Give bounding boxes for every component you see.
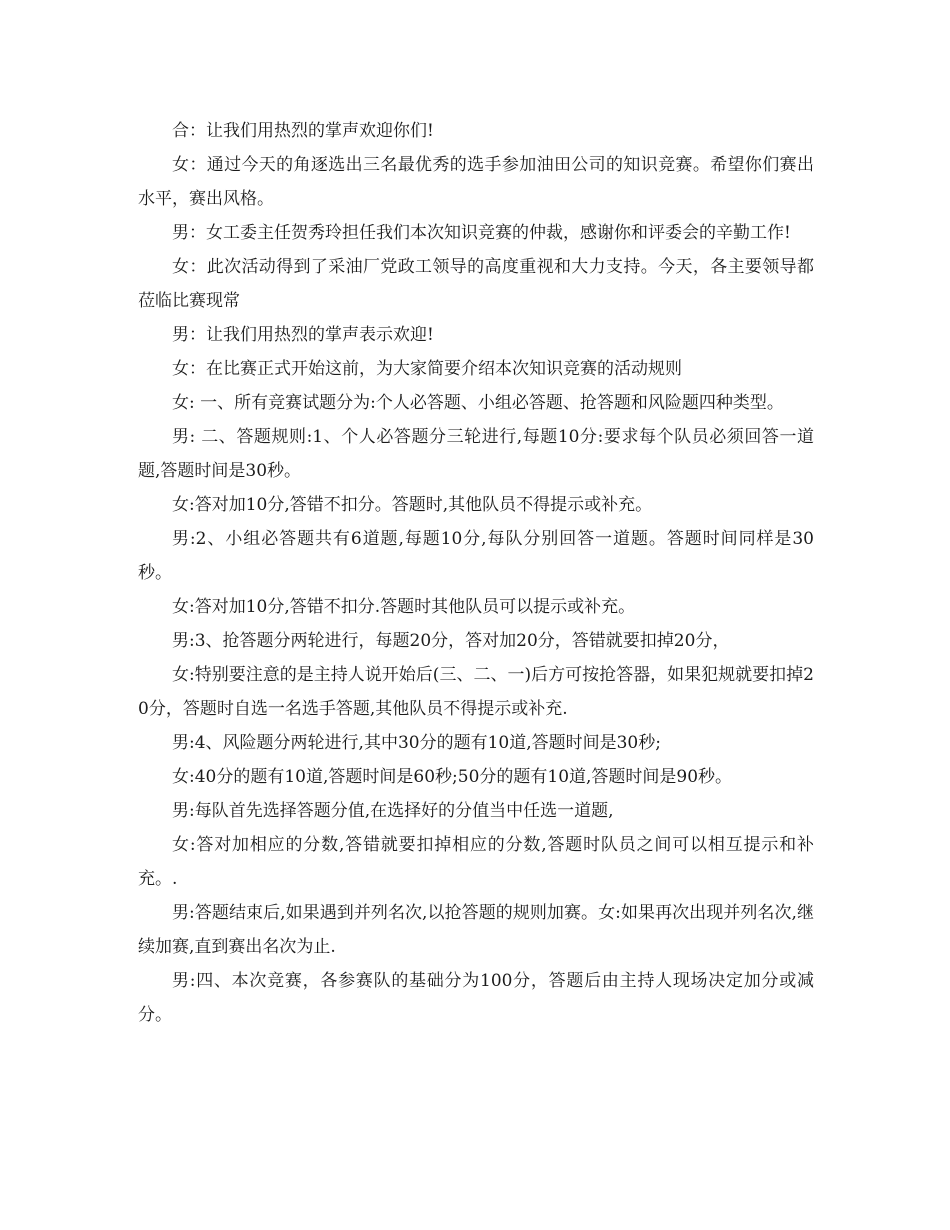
document-body [138,114,814,1032]
paragraph: 男:每队首先选择答题分值,在选择好的分值当中任选一道题, [172,801,614,821]
paragraph: 男:2、小组必答题共有6道题,每题10分,每队分别回答一道题。答题时间同样是30秒。 [138,529,814,583]
paragraph: 女：此次活动得到了采油厂党政工领导的高度重视和大力支持。今天，各主要领导都莅临比赛现常 [138,257,814,311]
paragraph: 男:四、本次竞赛，各参赛队的基础分为100分，答题后由主持人现场决定加分或减分。 [138,971,814,1025]
paragraph: 女:答对加相应的分数,答错就要扣掉相应的分数,答题时队员之间可以相互提示和补充。. [138,835,814,889]
paragraph: 女:答对加10分,答错不扣分。答题时,其他队员不得提示或补充。 [172,495,653,515]
paragraph: 男:3、抢答题分两轮进行，每题20分，答对加20分，答错就要扣掉20分， [172,631,730,651]
paragraph: 女：在比赛正式开始这前，为大家简要介绍本次知识竞赛的活动规则 [172,359,682,379]
paragraph: 男：让我们用热烈的掌声表示欢迎! [172,325,434,345]
paragraph: 男:答题结束后,如果遇到并列名次,以抢答题的规则加赛。女:如果再次出现并列名次,继续加赛,直到赛出名次为止. [138,903,814,957]
paragraph: 合：让我们用热烈的掌声欢迎你们! [172,121,434,141]
paragraph: 男:4、风险题分两轮进行,其中30分的题有10道,答题时间是30秒; [172,733,661,753]
paragraph: 女:特别要注意的是主持人说开始后(三、二、一)后方可按抢答器，如果犯规就要扣掉20分，答题时自选一名选手答题,其他队员不得提示或补充. [138,665,814,719]
paragraph: 女: 一、所有竞赛试题分为:个人必答题、小组必答题、抢答题和风险题四种类型。 [172,393,784,413]
paragraph: 男：女工委主任贺秀玲担任我们本次知识竞赛的仲裁，感谢你和评委会的辛勤工作! [172,223,791,243]
paragraph: 男: 二、答题规则:1、个人必答题分三轮进行,每题10分:要求每个队员必须回答一道题,答题时间是30秒。 [138,427,814,481]
paragraph: 女:40分的题有10道,答题时间是60秒;50分的题有10道,答题时间是90秒。 [172,767,733,787]
paragraph: 女:答对加10分,答错不扣分.答题时其他队员可以提示或补充。 [172,597,636,617]
paragraph: 女：通过今天的角逐选出三名最优秀的选手参加油田公司的知识竞赛。希望你们赛出水平，赛出风格。 [138,155,814,209]
